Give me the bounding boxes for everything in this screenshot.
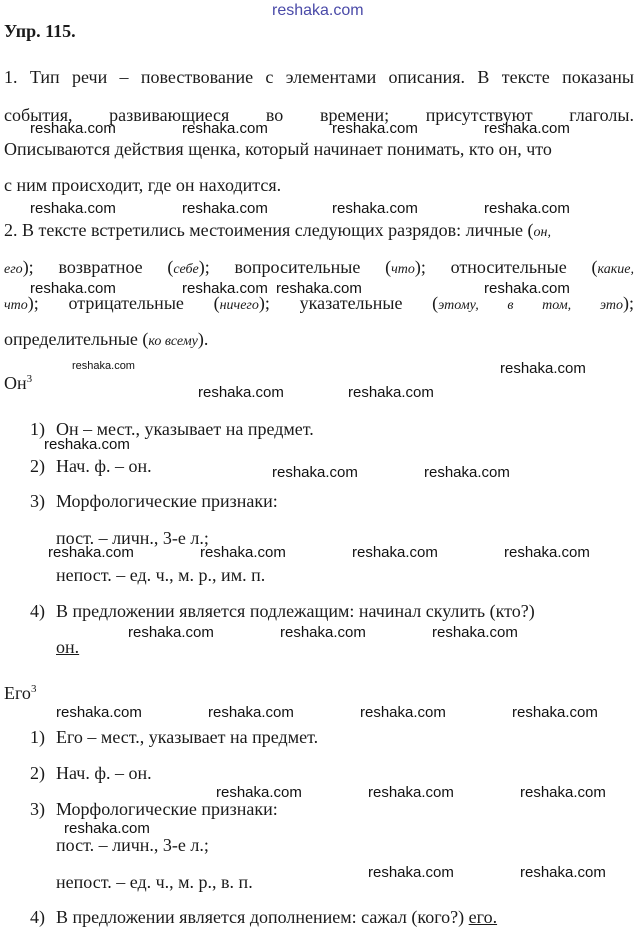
watermark: reshaka.com bbox=[272, 2, 364, 19]
watermark: reshaka.com bbox=[360, 704, 446, 721]
watermark: reshaka.com bbox=[520, 784, 606, 801]
exercise-title: Упр. 115. bbox=[4, 21, 76, 41]
paragraph-1-line-4: с ним происходит, где он находится. bbox=[4, 175, 282, 195]
watermark: reshaka.com bbox=[72, 360, 135, 372]
watermark: reshaka.com bbox=[30, 200, 116, 217]
ego-item-4: 4) В предложении является дополнением: сажал (кого?) его. bbox=[30, 907, 498, 927]
ego-item-2: 2) Нач. ф. – он. bbox=[30, 763, 152, 783]
watermark: reshaka.com bbox=[348, 384, 434, 401]
section-heading-ego: Его$^3$ bbox=[4, 683, 37, 703]
watermark: reshaka.com bbox=[208, 704, 294, 721]
watermark: reshaka.com bbox=[424, 464, 510, 481]
on-const-features: пост. – личн., 3-е л.; bbox=[56, 528, 209, 548]
watermark: reshaka.com bbox=[520, 864, 606, 881]
watermark: reshaka.com bbox=[512, 704, 598, 721]
watermark: reshaka.com bbox=[198, 384, 284, 401]
watermark: reshaka.com bbox=[200, 544, 286, 561]
on-item-1: 1) Он – мест., указывает на предмет. bbox=[30, 419, 314, 439]
watermark: reshaka.com bbox=[56, 704, 142, 721]
on-item-3: 3) Морфологические признаки: bbox=[30, 491, 278, 511]
watermark: reshaka.com bbox=[368, 784, 454, 801]
ego-item-3: 3) Морфологические признаки: bbox=[30, 799, 278, 819]
on-nonconst-features: непост. – ед. ч., м. р., им. п. bbox=[56, 565, 266, 585]
watermark: reshaka.com bbox=[64, 820, 150, 837]
watermark: reshaka.com bbox=[280, 624, 366, 641]
watermark: reshaka.com bbox=[216, 784, 302, 801]
watermark: reshaka.com bbox=[368, 864, 454, 881]
paragraph-1-line-1: 1. Тип речи – повествование с элементами описания. В тексте показаны bbox=[4, 67, 634, 87]
ego-item-1: 1) Его – мест., указывает на предмет. bbox=[30, 727, 319, 747]
watermark: reshaka.com bbox=[276, 280, 362, 297]
on-item-2: 2) Нач. ф. – он. bbox=[30, 456, 152, 476]
watermark: reshaka.com bbox=[272, 464, 358, 481]
paragraph-1-line-2: события, развивающиеся во времени; присутствуют глаголы. bbox=[4, 105, 634, 125]
watermark: reshaka.com bbox=[500, 360, 586, 377]
watermark: reshaka.com bbox=[484, 120, 570, 137]
paragraph-2-line-3: что); отрицательные (ничего); указательные (этому, в том, это); bbox=[4, 293, 634, 313]
on-item-4: 4) В предложении является подлежащим: начинал скулить (кто?) bbox=[30, 601, 535, 621]
watermark: reshaka.com bbox=[332, 200, 418, 217]
watermark: reshaka.com bbox=[432, 624, 518, 641]
paragraph-2-line-4: определительные (ко всему). bbox=[4, 329, 209, 349]
watermark: reshaka.com bbox=[182, 280, 268, 297]
watermark: reshaka.com bbox=[128, 624, 214, 641]
watermark: reshaka.com bbox=[30, 120, 116, 137]
paragraph-2-line-1: 2. В тексте встретились местоимения следующих разрядов: личные (он, bbox=[4, 220, 551, 240]
watermark: reshaka.com bbox=[352, 544, 438, 561]
ego-nonconst-features: непост. – ед. ч., м. р., в. п. bbox=[56, 872, 253, 892]
watermark: reshaka.com bbox=[44, 436, 130, 453]
watermark: reshaka.com bbox=[30, 280, 116, 297]
watermark: reshaka.com bbox=[504, 544, 590, 561]
watermark: reshaka.com bbox=[182, 120, 268, 137]
watermark: reshaka.com bbox=[484, 200, 570, 217]
watermark: reshaka.com bbox=[48, 544, 134, 561]
watermark: reshaka.com bbox=[332, 120, 418, 137]
watermark: reshaka.com bbox=[484, 280, 570, 297]
ego-const-features: пост. – личн., 3-е л.; bbox=[56, 835, 209, 855]
watermark: reshaka.com bbox=[182, 200, 268, 217]
section-heading-on: $Он^3$ bbox=[4, 373, 33, 393]
paragraph-1-line-3: Описываются действия щенка, который начинает понимать, кто он, что bbox=[4, 139, 552, 159]
paragraph-2-line-2: его); возвратное (себе); вопросительные (что); относительные (какие, bbox=[4, 257, 634, 277]
on-item-4-answer: он. bbox=[56, 637, 80, 657]
